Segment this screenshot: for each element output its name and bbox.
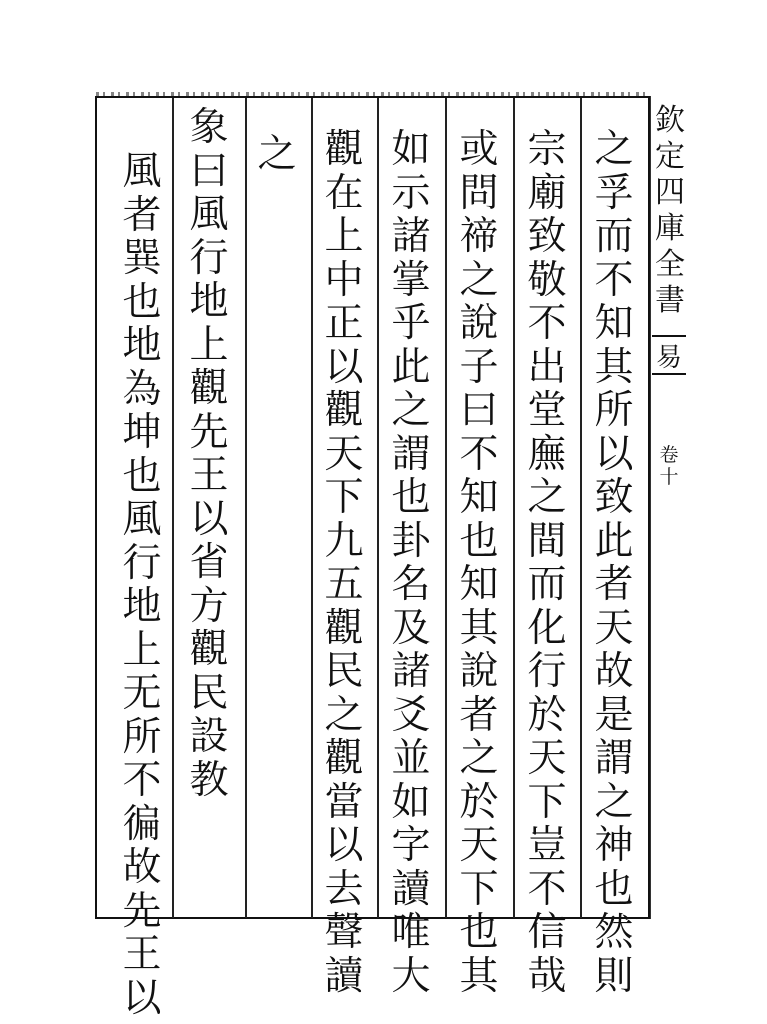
text-char: 中 <box>324 257 364 303</box>
text-char: 地 <box>189 279 229 324</box>
text-char: 名 <box>391 562 431 607</box>
text-char: 故 <box>122 845 162 890</box>
text-char: 讀 <box>391 866 431 912</box>
text-char: 哉 <box>527 953 567 999</box>
text-char: 之 <box>459 736 499 781</box>
text-char: 之 <box>324 692 364 738</box>
text-char: 民 <box>324 649 364 694</box>
text-char: 不 <box>459 431 499 477</box>
text-char: 天 <box>527 736 567 781</box>
text-char: 以 <box>189 496 229 542</box>
text-char: 子 <box>459 344 499 390</box>
text-char: 地 <box>122 584 162 629</box>
text-column-6 <box>253 133 301 177</box>
text-char: 此 <box>391 344 431 390</box>
column-rule <box>311 98 313 918</box>
text-char: 諸 <box>391 649 431 694</box>
column-rule <box>513 98 515 918</box>
text-char: 知 <box>594 301 634 346</box>
text-char: 者 <box>594 562 634 607</box>
text-char: 聲 <box>324 910 364 955</box>
text-char: 先 <box>122 888 162 934</box>
text-char: 天 <box>594 605 634 651</box>
text-char: 徧 <box>122 801 162 847</box>
text-char: 間 <box>527 518 567 564</box>
text-char: 所 <box>594 388 634 433</box>
text-char: 之 <box>594 779 634 825</box>
text-char: 正 <box>324 301 364 346</box>
text-char: 知 <box>459 475 499 520</box>
text-char: 五 <box>324 562 364 607</box>
text-char: 信 <box>527 910 567 955</box>
text-char: 而 <box>527 562 567 607</box>
text-column-1 <box>590 128 638 998</box>
book-title <box>653 104 687 320</box>
text-char: 巽 <box>122 236 162 281</box>
text-char: 故 <box>594 649 634 694</box>
text-char: 民 <box>189 670 229 716</box>
text-char: 宗 <box>527 127 567 172</box>
text-column-7 <box>185 106 233 802</box>
column-rule <box>580 98 582 918</box>
text-char: 觀 <box>324 127 364 172</box>
text-char: 如 <box>391 127 431 172</box>
text-char: 謂 <box>391 431 431 477</box>
text-column-2 <box>523 128 571 998</box>
text-column-5 <box>320 128 368 998</box>
text-char: 是 <box>594 692 634 738</box>
text-char: 地 <box>122 323 162 368</box>
book-title-char: 定 <box>655 139 685 174</box>
text-char: 此 <box>594 518 634 564</box>
text-char: 觀 <box>189 627 229 672</box>
text-char: 知 <box>459 562 499 607</box>
text-char: 方 <box>189 583 229 629</box>
text-column-8 <box>118 150 166 1020</box>
text-char: 則 <box>594 953 634 999</box>
text-char: 在 <box>324 170 364 216</box>
text-char: 王 <box>122 932 162 977</box>
text-char: 也 <box>459 910 499 955</box>
text-char: 下 <box>459 866 499 912</box>
text-char: 行 <box>122 540 162 586</box>
text-char: 象 <box>189 105 229 150</box>
text-char: 致 <box>594 475 634 520</box>
text-char: 其 <box>459 953 499 999</box>
text-char: 而 <box>594 214 634 259</box>
text-char: 上 <box>324 214 364 259</box>
text-char: 不 <box>527 866 567 912</box>
text-char: 大 <box>391 953 431 999</box>
text-char: 為 <box>122 366 162 412</box>
text-char: 然 <box>594 910 634 955</box>
text-char: 禘 <box>459 214 499 259</box>
text-char: 之 <box>594 127 634 172</box>
text-char: 觀 <box>324 605 364 651</box>
text-char: 也 <box>122 279 162 325</box>
text-char: 乎 <box>391 301 431 346</box>
text-char: 於 <box>527 692 567 738</box>
text-char: 行 <box>189 235 229 281</box>
text-char: 風 <box>189 192 229 237</box>
juan-char: 十 <box>659 466 679 488</box>
book-title-char: 四 <box>655 175 685 210</box>
text-char: 並 <box>391 736 431 781</box>
text-char: 爻 <box>391 692 431 738</box>
text-char: 以 <box>594 431 634 477</box>
text-char: 坤 <box>122 410 162 455</box>
text-char: 下 <box>324 475 364 520</box>
text-char: 也 <box>594 866 634 912</box>
text-char: 曰 <box>459 388 499 433</box>
text-char: 以 <box>324 823 364 868</box>
text-char: 化 <box>527 605 567 651</box>
text-char: 以 <box>122 975 162 1021</box>
text-char: 豈 <box>527 823 567 868</box>
text-char: 之 <box>527 475 567 520</box>
text-char: 上 <box>122 627 162 673</box>
text-char: 教 <box>189 757 229 803</box>
text-char: 去 <box>324 866 364 912</box>
book-title-char: 全 <box>655 247 685 282</box>
text-char: 之 <box>459 257 499 303</box>
text-char: 示 <box>391 170 431 216</box>
text-column-4 <box>387 128 435 998</box>
text-char: 當 <box>324 779 364 825</box>
text-char: 堂 <box>527 388 567 433</box>
text-char: 說 <box>459 301 499 346</box>
book-title-char: 書 <box>655 283 685 318</box>
text-char: 之 <box>257 132 297 177</box>
text-char: 先 <box>189 409 229 455</box>
text-char: 者 <box>459 692 499 738</box>
text-char: 問 <box>459 170 499 216</box>
text-char: 如 <box>391 779 431 825</box>
text-char: 於 <box>459 779 499 825</box>
text-char: 掌 <box>391 257 431 303</box>
text-char: 觀 <box>189 366 229 411</box>
juan-char: 卷 <box>659 444 679 466</box>
column-rule <box>377 98 379 918</box>
text-char: 神 <box>594 823 634 868</box>
text-char: 之 <box>391 388 431 433</box>
text-char: 或 <box>459 127 499 172</box>
text-char: 諸 <box>391 214 431 259</box>
text-char: 風 <box>122 497 162 542</box>
text-column-3 <box>455 128 503 998</box>
text-char: 字 <box>391 823 431 868</box>
text-char: 不 <box>122 758 162 803</box>
text-char: 其 <box>459 605 499 651</box>
text-char: 所 <box>122 714 162 760</box>
text-char: 以 <box>324 344 364 390</box>
text-char: 也 <box>391 475 431 520</box>
text-char: 下 <box>527 779 567 825</box>
text-char: 致 <box>527 214 567 259</box>
column-rule <box>245 98 247 918</box>
text-char: 者 <box>122 192 162 238</box>
text-char: 省 <box>189 540 229 585</box>
text-char: 曰 <box>189 148 229 194</box>
text-char: 不 <box>527 301 567 346</box>
text-char: 觀 <box>324 388 364 433</box>
text-char: 卦 <box>391 518 431 564</box>
text-char: 上 <box>189 322 229 368</box>
section-mark: 易 <box>652 335 686 375</box>
text-char: 天 <box>459 823 499 868</box>
text-char: 讀 <box>324 953 364 999</box>
text-char: 風 <box>122 149 162 194</box>
text-char: 其 <box>594 344 634 390</box>
text-char: 九 <box>324 518 364 564</box>
book-title-char: 庫 <box>655 211 685 246</box>
text-char: 也 <box>122 453 162 499</box>
column-rule <box>172 98 174 918</box>
column-rule <box>445 98 447 918</box>
text-char: 也 <box>459 518 499 564</box>
juan-label <box>657 444 681 488</box>
text-char: 王 <box>189 453 229 498</box>
text-char: 及 <box>391 605 431 651</box>
text-char: 說 <box>459 649 499 694</box>
text-char: 唯 <box>391 910 431 955</box>
book-title-char: 欽 <box>655 103 685 138</box>
text-char: 敬 <box>527 257 567 303</box>
text-char: 不 <box>594 257 634 303</box>
text-char: 孚 <box>594 170 634 216</box>
text-char: 出 <box>527 344 567 390</box>
text-char: 天 <box>324 431 364 477</box>
text-char: 廟 <box>527 170 567 216</box>
text-char: 无 <box>122 671 162 716</box>
text-char: 觀 <box>324 736 364 781</box>
text-char: 謂 <box>594 736 634 781</box>
text-char: 廡 <box>527 431 567 477</box>
text-char: 行 <box>527 649 567 694</box>
text-char: 設 <box>189 714 229 759</box>
